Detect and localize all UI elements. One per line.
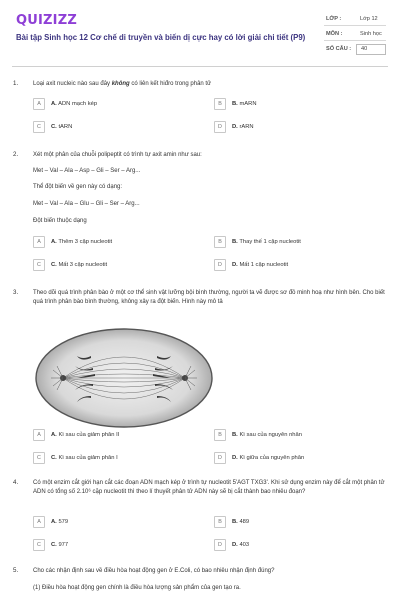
option-text: ADN mạch kép — [58, 100, 98, 107]
subject-label: MÔN : — [326, 31, 343, 37]
option-key: C. — [51, 454, 57, 461]
option-letter-box: B — [214, 98, 226, 110]
statement-line: Thể đột biến về gen này có dạng: — [33, 184, 123, 190]
question-number: 5. — [13, 567, 19, 574]
option-letter-box: B — [214, 429, 226, 441]
option-text: rARN — [239, 123, 254, 130]
option-text: Mất 3 cặp nucleotit — [58, 261, 108, 268]
option-d[interactable] — [214, 121, 380, 135]
option-key: C. — [51, 123, 57, 130]
option-letter-box: D — [214, 121, 226, 133]
option-c[interactable] — [33, 121, 199, 135]
class-value: Lớp 12 — [360, 16, 378, 22]
option-b[interactable] — [214, 516, 380, 530]
option-text: Kì sau của giảm phân II — [58, 431, 120, 438]
question-text: Cho các nhận định sau về điều hòa hoạt động gen ở E.Coli, có bao nhiêu nhận định đúng? — [33, 568, 275, 574]
option-key: D. — [232, 454, 238, 461]
option-key: A. — [51, 431, 57, 438]
option-letter-box: C — [33, 259, 45, 271]
question-1-text: Loại axit nucleic nào sau đây không có liên kết hiđro trong phân tử — [33, 81, 212, 87]
option-letter-box: A — [33, 236, 45, 248]
option-letter-box: A — [33, 429, 45, 441]
option-text: Kì sau của nguyên nhân — [239, 431, 302, 438]
subject-value: Sinh học — [360, 31, 382, 37]
option-a[interactable] — [33, 429, 199, 443]
option-text: Kì sau của giảm phân I — [58, 454, 118, 461]
option-key: B. — [232, 238, 238, 245]
meta-divider — [324, 40, 386, 41]
header-divider — [12, 66, 388, 67]
option-letter-box: A — [33, 98, 45, 110]
option-b[interactable] — [214, 98, 380, 112]
option-d[interactable] — [214, 539, 380, 553]
option-c[interactable] — [33, 452, 199, 466]
question-number: 1. — [13, 80, 19, 87]
option-d[interactable] — [214, 259, 380, 273]
count-label: SỐ CÂU : — [326, 46, 352, 52]
option-key: B. — [232, 518, 238, 525]
question-text: Theo dõi quá trình phân bào ở một cơ thể sinh vật lưỡng bội bình thường, người ta vẽ được sơ đồ minh hoạ như hình bên. Cho biết quá trình phân bào bình thường, không xảy ra đột biến. Hình này mô tả — [33, 290, 385, 305]
option-d[interactable] — [214, 452, 380, 466]
header — [0, 0, 400, 66]
option-b[interactable] — [214, 236, 380, 250]
option-key: A. — [51, 100, 57, 107]
sequence-line: Met – Val – Ala – Glu – Gli – Ser – Arg... — [33, 201, 140, 207]
option-text: 977 — [58, 541, 69, 548]
option-text: Mất 1 cặp nucleotit — [239, 261, 289, 268]
option-text: 489 — [239, 518, 250, 525]
option-text: Thay thế 1 cặp nucleotit — [239, 238, 301, 245]
statement-line: Đột biến thuộc dạng — [33, 218, 87, 224]
option-key: C. — [51, 261, 57, 268]
option-a[interactable] — [33, 236, 199, 250]
option-key: A. — [51, 238, 57, 245]
option-key: D. — [232, 123, 238, 130]
option-text: mARN — [239, 100, 257, 107]
option-letter-box: C — [33, 121, 45, 133]
option-letter-box: C — [33, 539, 45, 551]
question-text: Có một enzim cắt giới hạn cắt các đoạn ADN mạch kép ở trình tự nucleotit 5'AGT TXG3'. Khi sử dụng enzim này để cắt một phân tử ADN có tổng số 2.10⁶ cặp nucleotit thì theo lí thuyết phân tử ADN này sẽ bị cắt thành bao nhiêu đoạn? — [33, 480, 385, 495]
option-key: A. — [51, 518, 57, 525]
class-label: LỚP : — [326, 16, 342, 22]
count-value: 40 — [361, 46, 368, 52]
option-letter-box: A — [33, 516, 45, 528]
meta-divider — [324, 25, 386, 26]
option-text: 403 — [239, 541, 250, 548]
option-key: D. — [232, 261, 238, 268]
option-key: B. — [232, 100, 238, 107]
option-text: Thêm 3 cặp nucleotit — [58, 238, 113, 245]
option-a[interactable] — [33, 98, 199, 112]
option-a[interactable] — [33, 516, 199, 530]
quizizz-logo: QUIZIZZ — [16, 13, 77, 28]
question-number: 3. — [13, 289, 19, 296]
option-key: C. — [51, 541, 57, 548]
option-letter-box: D — [214, 452, 226, 464]
document-title: Bài tập Sinh học 12 Cơ chế di truyền và biến dị cực hay có lời giải chi tiết (P9) — [16, 33, 306, 42]
option-letter-box: B — [214, 516, 226, 528]
option-text: tARN — [58, 123, 73, 130]
question-text: Xét một phân của chuỗi polipeptit có trình tự axit amin như sau: — [33, 152, 202, 158]
question-number: 4. — [13, 479, 19, 486]
statement-line: (1) Điều hòa hoạt động gen chính là điều hòa lượng sản phẩm của gen tạo ra. — [33, 585, 241, 591]
question-text — [33, 80, 385, 89]
option-c[interactable] — [33, 259, 199, 273]
question-number: 2. — [13, 151, 19, 158]
sequence-line: Met – Val – Ala – Asp – Gli – Ser – Arg... — [33, 168, 141, 174]
cell-division-figure — [33, 326, 215, 430]
option-text: Kì giữa của nguyên phân — [239, 454, 305, 461]
emphasis-word: không — [111, 81, 130, 87]
option-letter-box: C — [33, 452, 45, 464]
option-c[interactable] — [33, 539, 199, 553]
option-text: 579 — [58, 518, 69, 525]
option-letter-box: D — [214, 259, 226, 271]
option-letter-box: D — [214, 539, 226, 551]
option-key: B. — [232, 431, 238, 438]
option-b[interactable] — [214, 429, 380, 443]
option-letter-box: B — [214, 236, 226, 248]
option-key: D. — [232, 541, 238, 548]
